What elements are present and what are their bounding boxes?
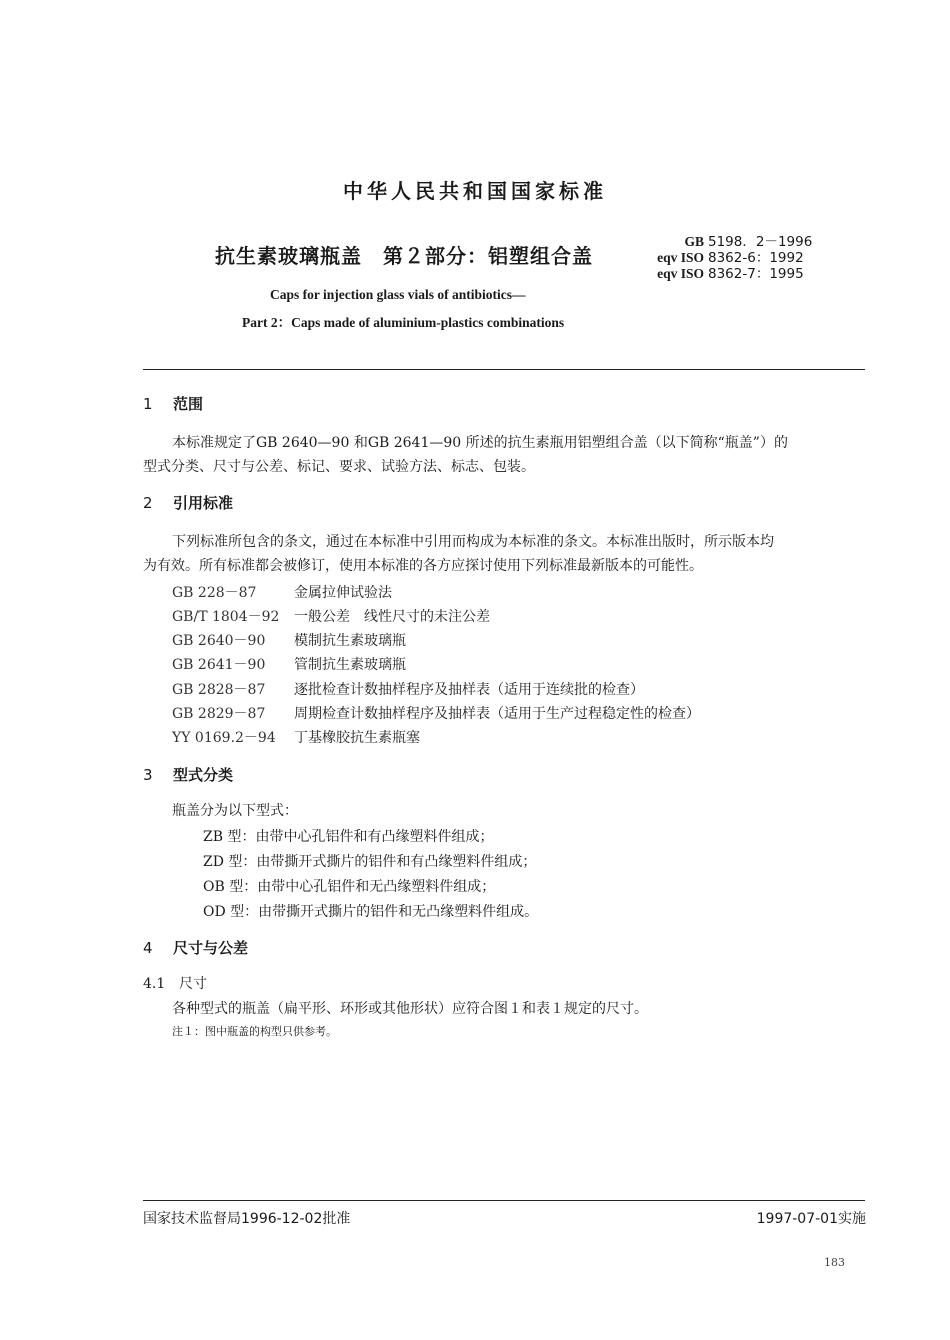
type-item-zd: ZD 型：由带撕开式撕片的铝件和有凸缘塑料件组成； bbox=[203, 854, 537, 870]
standard-code-gb: GB 5198．2－1996 bbox=[684, 234, 813, 250]
reference-item: GB 2829－87 周期检查计数抽样程序及抽样表（适用于生产过程稳定性的检查） bbox=[172, 706, 700, 722]
approval-line: 国家技术监督局1996-12-02批准 bbox=[143, 1211, 351, 1227]
type-item-zb: ZB 型：由带中心孔铝件和有凸缘塑料件组成； bbox=[203, 829, 494, 845]
implementation-date: 1997-07-01实施 bbox=[756, 1211, 866, 1227]
english-title-line1: Caps for injection glass vials of antibiotics— bbox=[270, 287, 526, 302]
figure-note: 注１：图中瓶盖的构型只供参考。 bbox=[172, 1025, 337, 1038]
reference-item: GB/T 1804－92 一般公差 线性尺寸的未注公差 bbox=[172, 609, 490, 625]
reference-item: GB 2640－90 模制抗生素玻璃瓶 bbox=[172, 633, 406, 649]
english-title-line2: Part 2：Caps made of aluminium-plastics combinations bbox=[242, 315, 565, 330]
section-3-intro: 瓶盖分为以下型式： bbox=[172, 803, 298, 819]
section-1-heading: 1 范围 bbox=[143, 395, 204, 413]
section-4-heading: 4 尺寸与公差 bbox=[143, 939, 249, 957]
page-number: 183 bbox=[824, 1256, 845, 1269]
standard-title-cn: 抗生素玻璃瓶盖 第２部分：铝塑组合盖 bbox=[215, 244, 593, 268]
header-divider bbox=[143, 369, 865, 370]
subsection-4-1-text: 各种型式的瓶盖（扁平形、环形或其他形状）应符合图１和表１规定的尺寸。 bbox=[172, 1001, 648, 1017]
section-1-text-line1: 本标准规定了GB 2640—90 和GB 2641—90 所述的抗生素瓶用铝塑组合盖（以下简称“瓶盖”）的 bbox=[172, 435, 788, 451]
reference-item: GB 228－87 金属拉伸试验法 bbox=[172, 585, 392, 601]
standard-codes bbox=[652, 234, 812, 282]
reference-item: YY 0169.2－94 丁基橡胶抗生素瓶塞 bbox=[172, 730, 420, 746]
national-standard-heading: 中华人民共和国国家标准 bbox=[343, 179, 607, 203]
standard-code-iso-2: eqv ISO 8362-7：1995 bbox=[657, 266, 804, 282]
section-3-heading: 3 型式分类 bbox=[143, 766, 234, 784]
footer-divider bbox=[143, 1200, 865, 1201]
section-2-text-line1: 下列标准所包含的条文，通过在本标准中引用而构成为本标准的条文。本标准出版时，所示版本均 bbox=[172, 534, 774, 550]
type-item-od: OD 型：由带撕开式撕片的铝件和无凸缘塑料件组成。 bbox=[203, 904, 539, 920]
section-2-text-line2: 为有效。所有标准都会被修订，使用本标准的各方应探讨使用下列标准最新版本的可能性。 bbox=[143, 558, 703, 574]
subsection-4-1-heading: 4.1 尺寸 bbox=[143, 976, 207, 992]
reference-item: GB 2828－87 逐批检查计数抽样程序及抽样表（适用于连续批的检查） bbox=[172, 682, 644, 698]
standard-code-iso-1: eqv ISO 8362-6：1992 bbox=[657, 250, 804, 266]
section-2-heading: 2 引用标准 bbox=[143, 494, 234, 512]
section-1-text-line2: 型式分类、尺寸与公差、标记、要求、试验方法、标志、包装。 bbox=[143, 459, 535, 475]
type-item-ob: OB 型：由带中心孔铝件和无凸缘塑料件组成； bbox=[203, 879, 496, 895]
reference-item: GB 2641－90 管制抗生素玻璃瓶 bbox=[172, 657, 406, 673]
